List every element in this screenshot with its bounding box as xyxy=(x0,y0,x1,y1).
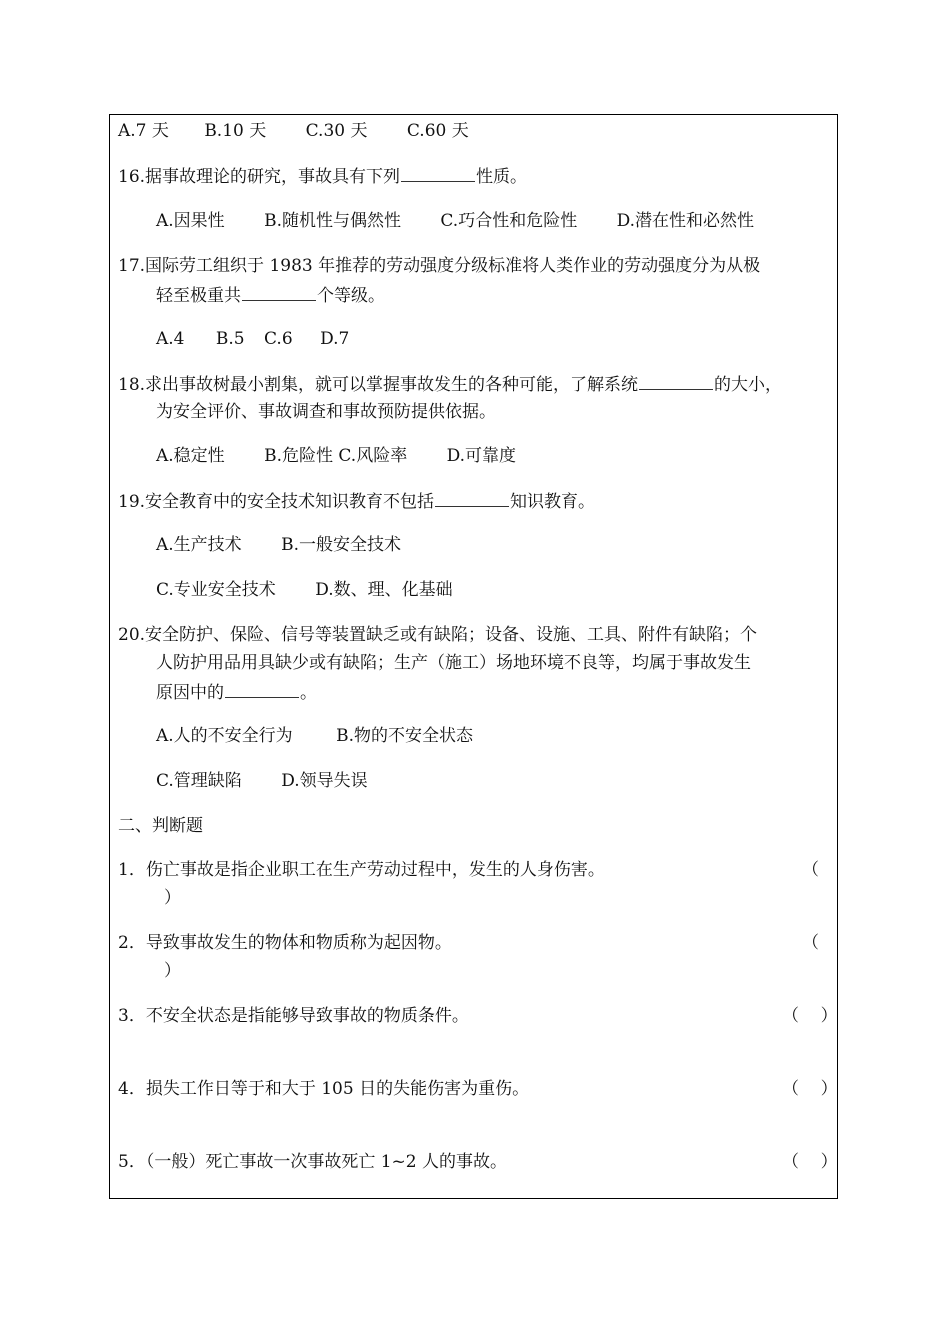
q20-option-c: C.管理缺陷 xyxy=(156,771,242,791)
tf-item-1-paren-close: ） xyxy=(164,888,181,908)
q18-blank xyxy=(639,374,713,390)
q15-options xyxy=(118,121,469,141)
q19-stem xyxy=(118,491,595,512)
q19-stem-end: 知识教育。 xyxy=(510,492,596,512)
q15-option-d: C.60 天 xyxy=(406,121,469,141)
tf-item-5-text: 5．（一般）死亡事故一次事故死亡 1~2 人的事故。 xyxy=(118,1152,507,1172)
q16-option-d: D.潜在性和必然性 xyxy=(616,211,755,231)
q18-option-d: D.可靠度 xyxy=(446,446,517,466)
q20-options-row2 xyxy=(156,771,368,791)
tf-item-5-answer-paren[interactable]: （ ） xyxy=(782,1152,838,1172)
q20-line3-end: 。 xyxy=(300,683,317,703)
q18-line2: 为安全评价、事故调查和事故预防提供依据。 xyxy=(156,402,496,422)
q20-option-b: B.物的不安全状态 xyxy=(336,726,473,746)
q15-option-b: B.10 天 xyxy=(204,121,267,141)
section-title-true-false: 二、判断题 xyxy=(118,816,203,836)
tf-item-1-paren-open[interactable]: （ xyxy=(802,860,819,880)
q18-option-bc: B.危险性 C.风险率 xyxy=(264,446,408,466)
tf-item-2-paren-open[interactable]: （ xyxy=(802,933,819,953)
q20-line3-text: 原因中的 xyxy=(156,683,224,703)
tf-item-3-answer-paren[interactable]: （ ） xyxy=(782,1006,838,1026)
q18-line1 xyxy=(118,374,782,395)
q20-option-d: D.领导失误 xyxy=(281,771,368,791)
q16-stem-end: 性质。 xyxy=(476,167,528,187)
q20-options-row1 xyxy=(156,726,473,746)
q16-blank xyxy=(401,166,475,182)
q17-option-b: B.5 xyxy=(215,329,245,349)
q17-option-d: D.7 xyxy=(320,329,350,349)
q20-option-a: A.人的不安全行为 xyxy=(156,726,293,746)
q19-option-a: A.生产技术 xyxy=(156,535,242,555)
q18-option-a: A.稳定性 xyxy=(156,446,225,466)
q16-option-a: A.因果性 xyxy=(156,211,225,231)
q16-stem-text: 16.据事故理论的研究，事故具有下列 xyxy=(118,167,401,187)
q19-options-row1 xyxy=(156,535,401,555)
tf-item-4-answer-paren[interactable]: （ ） xyxy=(782,1079,838,1099)
q17-blank xyxy=(242,285,316,301)
q17-option-a: A.4 xyxy=(156,329,185,349)
tf-item-2-text: 2．导致事故发生的物体和物质称为起因物。 xyxy=(118,933,452,953)
q16-stem xyxy=(118,166,527,187)
q17-line2 xyxy=(156,285,385,306)
q20-blank xyxy=(225,682,299,698)
q18-options xyxy=(156,446,516,466)
q19-option-c: C.专业安全技术 xyxy=(156,580,276,600)
q16-options xyxy=(156,211,754,231)
q16-option-b: B.随机性与偶然性 xyxy=(264,211,401,231)
q17-line2-text: 轻至极重共 xyxy=(156,286,241,306)
q17-line2-end: 个等级。 xyxy=(317,286,385,306)
tf-item-3-text: 3．不安全状态是指能够导致事故的物质条件。 xyxy=(118,1006,469,1026)
q16-option-c: C.巧合性和危险性 xyxy=(440,211,578,231)
q17-option-c: C.6 xyxy=(264,329,293,349)
q19-option-b: B.一般安全技术 xyxy=(281,535,401,555)
q19-option-d: D.数、理、化基础 xyxy=(315,580,453,600)
q18-line1-text: 18.求出事故树最小割集，就可以掌握事故发生的各种可能，了解系统 xyxy=(118,375,639,395)
q18-line1-end: 的大小， xyxy=(714,375,783,395)
q15-option-c: C.30 天 xyxy=(305,121,368,141)
q17-line1: 17.国际劳工组织于 1983 年推荐的劳动强度分级标准将人类作业的劳动强度分为从极 xyxy=(118,256,761,276)
q19-blank xyxy=(435,491,509,507)
tf-item-4-text: 4．损失工作日等于和大于 105 日的失能伤害为重伤。 xyxy=(118,1079,530,1099)
tf-item-1-text: 1．伤亡事故是指企业职工在生产劳动过程中，发生的人身伤害。 xyxy=(118,860,605,880)
q17-options xyxy=(156,329,349,349)
q15-option-a: A.7 天 xyxy=(118,121,169,141)
q20-line1: 20.安全防护、保险、信号等装置缺乏或有缺陷；设备、设施、工具、附件有缺陷；个 xyxy=(118,625,758,645)
q20-line3 xyxy=(156,682,317,703)
q19-options-row2 xyxy=(156,580,453,600)
q19-stem-text: 19.安全教育中的安全技术知识教育不包括 xyxy=(118,492,435,512)
tf-item-2-paren-close: ） xyxy=(164,961,181,981)
q20-line2: 人防护用品用具缺少或有缺陷；生产（施工）场地环境不良等，均属于事故发生 xyxy=(156,653,751,673)
